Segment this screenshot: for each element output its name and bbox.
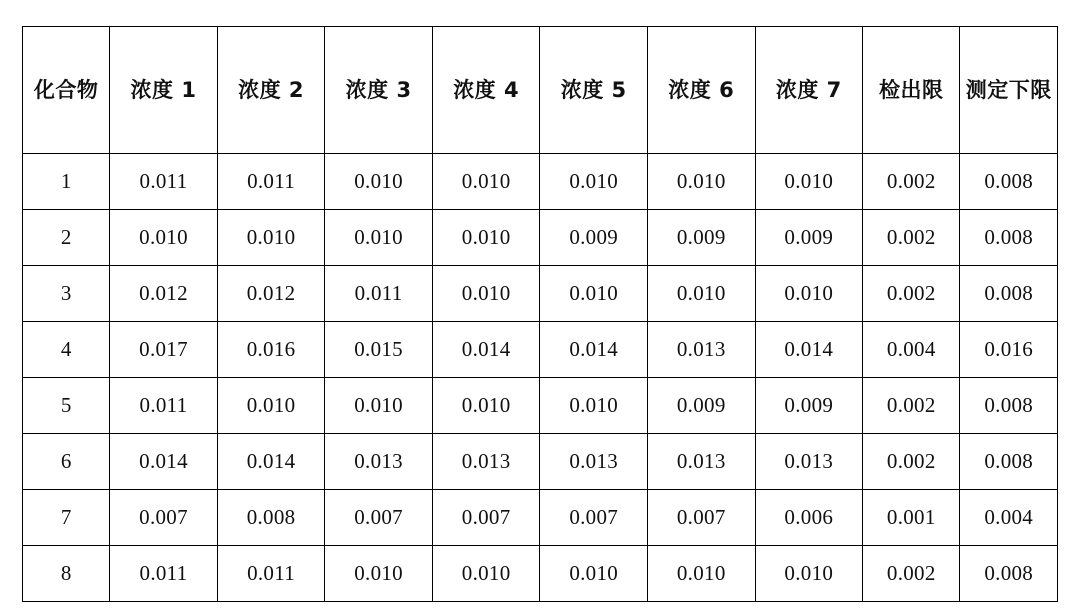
cell-value: 0.014	[755, 322, 863, 378]
cell-value: 0.007	[540, 490, 648, 546]
column-header-concentration-6: 浓度 6	[647, 27, 755, 154]
column-header-quantitation-limit: 测定下限	[960, 27, 1058, 154]
cell-value: 0.010	[540, 546, 648, 602]
cell-value: 0.009	[755, 378, 863, 434]
cell-value: 0.013	[755, 434, 863, 490]
cell-value: 0.010	[540, 154, 648, 210]
cell-value: 0.010	[647, 546, 755, 602]
cell-value: 0.010	[432, 154, 540, 210]
cell-value: 0.008	[960, 546, 1058, 602]
cell-value: 0.014	[110, 434, 218, 490]
cell-value: 0.010	[540, 378, 648, 434]
column-header-concentration-4: 浓度 4	[432, 27, 540, 154]
cell-value: 0.006	[755, 490, 863, 546]
column-header-concentration-3: 浓度 3	[325, 27, 433, 154]
cell-value: 0.013	[647, 322, 755, 378]
table-row	[23, 546, 1058, 602]
cell-value: 0.010	[217, 378, 325, 434]
cell-value: 0.007	[110, 490, 218, 546]
cell-value: 0.008	[217, 490, 325, 546]
cell-value: 0.002	[863, 210, 960, 266]
table-header-row	[23, 27, 1058, 154]
cell-value: 0.010	[432, 210, 540, 266]
cell-value: 0.007	[647, 490, 755, 546]
column-header-concentration-2: 浓度 2	[217, 27, 325, 154]
cell-value: 0.013	[647, 434, 755, 490]
cell-value: 0.011	[110, 546, 218, 602]
table-row	[23, 378, 1058, 434]
cell-compound: 5	[23, 378, 110, 434]
cell-value: 0.009	[647, 378, 755, 434]
cell-value: 0.008	[960, 210, 1058, 266]
cell-value: 0.013	[432, 434, 540, 490]
cell-value: 0.011	[110, 378, 218, 434]
column-header-concentration-7: 浓度 7	[755, 27, 863, 154]
cell-compound: 6	[23, 434, 110, 490]
cell-value: 0.016	[960, 322, 1058, 378]
cell-value: 0.007	[325, 490, 433, 546]
cell-value: 0.010	[647, 266, 755, 322]
cell-value: 0.009	[755, 210, 863, 266]
cell-compound: 2	[23, 210, 110, 266]
cell-value: 0.002	[863, 546, 960, 602]
cell-value: 0.011	[110, 154, 218, 210]
cell-value: 0.014	[540, 322, 648, 378]
cell-value: 0.010	[325, 210, 433, 266]
cell-value: 0.013	[540, 434, 648, 490]
column-header-concentration-5: 浓度 5	[540, 27, 648, 154]
cell-value: 0.014	[217, 434, 325, 490]
cell-value: 0.016	[217, 322, 325, 378]
cell-value: 0.008	[960, 154, 1058, 210]
cell-value: 0.009	[647, 210, 755, 266]
cell-value: 0.010	[755, 546, 863, 602]
cell-value: 0.013	[325, 434, 433, 490]
cell-value: 0.014	[432, 322, 540, 378]
cell-value: 0.008	[960, 434, 1058, 490]
cell-value: 0.002	[863, 378, 960, 434]
table-row	[23, 322, 1058, 378]
cell-value: 0.008	[960, 378, 1058, 434]
cell-value: 0.004	[960, 490, 1058, 546]
cell-value: 0.001	[863, 490, 960, 546]
detection-limit-table	[22, 26, 1058, 602]
cell-compound: 3	[23, 266, 110, 322]
cell-value: 0.015	[325, 322, 433, 378]
cell-value: 0.002	[863, 434, 960, 490]
cell-value: 0.010	[110, 210, 218, 266]
cell-value: 0.002	[863, 266, 960, 322]
cell-value: 0.009	[540, 210, 648, 266]
table-header	[23, 27, 1058, 154]
cell-compound: 4	[23, 322, 110, 378]
cell-value: 0.010	[755, 266, 863, 322]
cell-compound: 8	[23, 546, 110, 602]
table-row	[23, 434, 1058, 490]
cell-value: 0.017	[110, 322, 218, 378]
cell-value: 0.010	[432, 266, 540, 322]
cell-value: 0.010	[647, 154, 755, 210]
cell-value: 0.004	[863, 322, 960, 378]
cell-value: 0.012	[217, 266, 325, 322]
cell-value: 0.010	[540, 266, 648, 322]
cell-value: 0.010	[432, 546, 540, 602]
cell-compound: 1	[23, 154, 110, 210]
column-header-detection-limit: 检出限	[863, 27, 960, 154]
cell-value: 0.011	[325, 266, 433, 322]
cell-value: 0.007	[432, 490, 540, 546]
cell-value: 0.010	[325, 154, 433, 210]
cell-value: 0.011	[217, 154, 325, 210]
cell-value: 0.010	[325, 546, 433, 602]
table-body	[23, 154, 1058, 602]
cell-value: 0.012	[110, 266, 218, 322]
cell-value: 0.010	[325, 378, 433, 434]
table-row	[23, 490, 1058, 546]
cell-compound: 7	[23, 490, 110, 546]
cell-value: 0.010	[432, 378, 540, 434]
cell-value: 0.008	[960, 266, 1058, 322]
table-row	[23, 266, 1058, 322]
column-header-compound: 化合物	[23, 27, 110, 154]
table-row	[23, 154, 1058, 210]
column-header-concentration-1: 浓度 1	[110, 27, 218, 154]
table-row	[23, 210, 1058, 266]
cell-value: 0.010	[755, 154, 863, 210]
cell-value: 0.011	[217, 546, 325, 602]
cell-value: 0.010	[217, 210, 325, 266]
cell-value: 0.002	[863, 154, 960, 210]
